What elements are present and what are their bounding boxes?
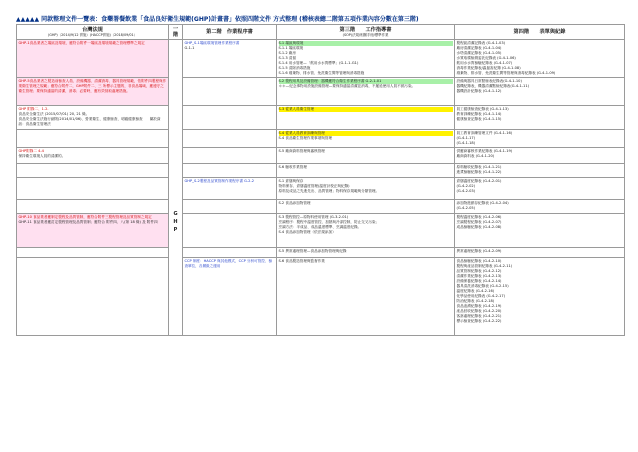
document-table bbox=[16, 24, 625, 336]
sop-cell bbox=[277, 200, 455, 214]
form-line: 廠房清潔記錄表 (G-4-1-04) bbox=[456, 46, 502, 50]
sop-line: S.1.2 廠房 bbox=[278, 51, 296, 55]
form-line: 製程與產品管制紀錄表 (G-4-2-11) bbox=[456, 264, 513, 268]
sop-line: S.2 食品添加物管理 bbox=[278, 201, 311, 205]
ghp-letter: H bbox=[173, 219, 178, 225]
sop-cell bbox=[277, 40, 455, 78]
form-line: 原料驗收紀錄表 (G-4-1-21) bbox=[456, 165, 502, 169]
law-cell bbox=[17, 78, 169, 106]
sop-cell bbox=[277, 248, 455, 258]
form-line: 飲用水水質檢驗紀錄表 (G-4-1-07) bbox=[456, 61, 513, 65]
form-line: 健康檢查記錄表 (G-4-1-15) bbox=[456, 117, 502, 121]
procedure-line: GHP_S-2製程及品質管制作業程序書 G-2-2 bbox=[184, 179, 255, 183]
table-row bbox=[17, 248, 625, 258]
table-row bbox=[17, 40, 625, 78]
sop-cell bbox=[277, 78, 455, 106]
form-line: 品質管制紀錄表 (G-4-2-12) bbox=[456, 269, 502, 273]
sop-line: S.4 食品衛生管理作業事項與管理 bbox=[278, 136, 333, 140]
sop-cell bbox=[277, 214, 455, 248]
form-line: 清潔作業紀錄表 (G-4-2-13) bbox=[456, 274, 502, 278]
forms-cell bbox=[455, 248, 625, 258]
sop-line: S.6 食品製造管理與監督作業 bbox=[278, 259, 325, 263]
law-cell bbox=[17, 148, 169, 164]
law-line: 食品安全衛生法 (2015/07/01) 20, 21 條。 bbox=[18, 112, 90, 116]
form-line: 廢棄物、排水管、免洗衛生間等管理與消毒紀錄表 (G-4-1-09) bbox=[456, 71, 556, 75]
law-cell bbox=[17, 258, 169, 336]
header-law: 台灣法規 (GHP)（2014/9/12 實施）(HACCP實施)（2018/09/01） bbox=[17, 25, 169, 40]
forms-cell bbox=[455, 106, 625, 130]
form-line: 成品檢驗紀錄表 (G-4-2-08) bbox=[456, 225, 502, 229]
sop-line: S.1.6 廢棄物、排水管、免洗衛生間等管理與消毒措施 bbox=[278, 71, 365, 75]
procedure-cell bbox=[183, 248, 277, 258]
law-cell bbox=[17, 178, 169, 200]
sop-line: S.1.4 用水管理—「飲用水水質標準」(G-1-1-G1) bbox=[278, 61, 359, 65]
header-sop: 第三階 工作指導書 (SOP)法規/相關手冊/標準作業 bbox=[277, 25, 455, 40]
law-line: 保持衛生環境人員的清潔的。 bbox=[18, 154, 66, 158]
forms-cell bbox=[455, 200, 625, 214]
procedure-cell bbox=[183, 214, 277, 248]
document-title: ▲▲▲▲▲ 同款整理文件一覽表：食藥署餐飲業「食品良好衛生規範(GHP)計畫書」依照四階文件 方式整理 (稽核表總二階第五項作業內容分數在第三階) bbox=[16, 16, 419, 23]
form-line: 食品檢驗紀錄表 (G-4-2-10) bbox=[456, 259, 502, 263]
form-line: (G-4-2-02) bbox=[456, 184, 476, 188]
form-line: 食品追溯紀錄表 (G-4-2-19) bbox=[456, 304, 502, 308]
sop-line: S.3 從業人員衛生管理 bbox=[279, 107, 453, 112]
table-row bbox=[17, 178, 625, 200]
sop-cell bbox=[277, 106, 455, 130]
law-cell bbox=[17, 40, 169, 78]
law-cell bbox=[17, 106, 169, 130]
table-row bbox=[17, 258, 625, 336]
form-line: 標示檢查紀錄表 (G-4-2-22) bbox=[456, 319, 502, 323]
table-row bbox=[17, 130, 625, 148]
sop-line: S.3 製程管控—原物料使用管理 (G-3-2-01) bbox=[278, 215, 349, 219]
procedure-cell bbox=[183, 164, 277, 178]
sop-cell bbox=[277, 178, 455, 200]
table-row bbox=[17, 148, 625, 164]
form-line: (G-4-2-05) bbox=[456, 206, 476, 210]
sop-line: S.1.5 清除消毒措施 bbox=[278, 66, 311, 70]
forms-cell bbox=[455, 258, 625, 336]
procedure-cell bbox=[183, 130, 277, 148]
procedure-cell bbox=[183, 200, 277, 214]
table-header-row bbox=[17, 25, 625, 40]
table-row bbox=[17, 200, 625, 214]
form-line: 設備保養紀錄表 (G-4-2-14) bbox=[456, 279, 502, 283]
form-line: (G-4-1-18) bbox=[456, 141, 476, 145]
form-line: 員工教育訓練管理文件 (G-4-1-16) bbox=[456, 131, 513, 135]
procedure-line: CCP 制度：HACCP 與其他模式，CCP 分析可管控、檢查單位，各層級之運用 bbox=[184, 259, 273, 268]
procedure-cell bbox=[183, 78, 277, 106]
law-cell bbox=[17, 164, 169, 178]
form-line: 器具清洗消毒紀錄表 (G-4-2-15) bbox=[456, 284, 509, 288]
table-row bbox=[17, 78, 625, 106]
form-line: 防治紀錄表 (G-4-2-18) bbox=[456, 299, 495, 303]
forms-cell bbox=[455, 214, 625, 248]
sop-cell bbox=[277, 148, 455, 164]
sop-cell bbox=[277, 164, 455, 178]
form-line: 客訴處理紀錄表 (G-4-2-21) bbox=[456, 314, 502, 318]
procedure-line: G-1-1 bbox=[184, 46, 195, 50]
form-line: 員工健康檢查紀錄表 (G-4-1-13) bbox=[456, 107, 509, 111]
sop-line: 物料保存、倉儲溫度管理(溫度計校正與紀錄) bbox=[278, 184, 350, 188]
form-line: (G-4-2-03) bbox=[456, 189, 476, 193]
law-cell bbox=[17, 248, 169, 258]
procedure-cell bbox=[183, 148, 277, 164]
form-line: 器機紀錄表，機器清潔點檢紀錄表(G-4-1-11) bbox=[456, 84, 530, 88]
law-cell bbox=[17, 130, 169, 148]
form-line: 器機設計紀錄表 (G-4-1-12) bbox=[456, 89, 502, 93]
form-line: 進貨檢驗紀錄表 (G-4-1-22) bbox=[456, 170, 502, 174]
table-row bbox=[17, 214, 625, 248]
header-tier1: 一階 bbox=[169, 25, 183, 40]
forms-cell bbox=[455, 148, 625, 164]
law-line: GHP-10 食品業者應制定製程及品質管制，應符合附件三製程管理及品質管制之規定 bbox=[18, 215, 152, 219]
law-line: GHP-5食品業者之製造前檢查人員、設備機器、清潔消毒、器具管理規範，依附件四製程與作業衛生管理之規範；應符合附件二，GHP附件二、三 所標示主題的，非食品場域，應遵守之衛生管理；要保持適當的清潔，消毒；必要時，應有效採取處理措施。 bbox=[18, 79, 167, 93]
sop-line: S.2 製程用具及設備管理：器機應符合衛生作業程序書 G-2-1-01 bbox=[279, 79, 453, 84]
sop-line: S.5 廠商資料管理與審核管理 bbox=[278, 149, 325, 153]
form-line: 異常處理紀錄表 (G-4-2-09) bbox=[456, 249, 502, 253]
form-line: 消毒作業紀錄表/蟲鼠害紀錄 (G-4-1-08) bbox=[456, 66, 521, 70]
sop-cell bbox=[277, 130, 455, 148]
form-line: (G-4-1-17) bbox=[456, 136, 476, 140]
forms-cell bbox=[455, 78, 625, 106]
law-line: GHP-1食品業者之場區及環境，應符合附件一場區及環境規範之管理標準之規定 bbox=[18, 41, 145, 45]
table-row bbox=[17, 164, 625, 178]
sop-line: S.4 從業人員教育訓練與管理 bbox=[279, 131, 453, 136]
table-row bbox=[17, 106, 625, 130]
forms-cell bbox=[455, 178, 625, 200]
form-line: 供應商審核作業紀錄表 (G-4-1-19) bbox=[456, 149, 513, 153]
form-line: 水質取樣檢測委託紀錄表 (G-4-1-06) bbox=[456, 56, 516, 60]
form-line: 製程區清潔記錄表 (G-4-1-03) bbox=[456, 41, 506, 45]
sop-line: S.6 驗收作業管理 bbox=[278, 165, 307, 169]
sop-line: 烹調方法：半成品、成品溫度標準、烹調溫度紀錄。 bbox=[278, 225, 362, 229]
forms-cell bbox=[455, 130, 625, 148]
procedure-cell bbox=[183, 258, 277, 336]
sop-line: S.4 食品添加物管理（依法規添加） bbox=[278, 230, 336, 234]
procedure-cell bbox=[183, 178, 277, 200]
form-line: 產品回收紀錄表 (G-4-2-20) bbox=[456, 309, 502, 313]
sop-line: S.1 倉儲與保存 bbox=[278, 179, 304, 183]
forms-cell bbox=[455, 40, 625, 78]
sop-line: 烹調程序：製程中溫度管控、加熱與冷卻控制，防止交叉污染； bbox=[278, 220, 380, 224]
sop-line: S.1 場區與環境 bbox=[279, 41, 453, 46]
law-cell bbox=[17, 214, 169, 248]
form-line: 倉儲溫度紀錄表 (G-4-2-01) bbox=[456, 179, 502, 183]
procedure-line: GHP_S-1場區環境管理作業程序書 bbox=[184, 41, 240, 45]
form-line: 添加物進銷存紀錄表 (G-4-2-04) bbox=[456, 201, 509, 205]
ghp-letter: G bbox=[173, 211, 178, 217]
form-line: 教育訓練紀錄表 (G-4-1-14) bbox=[456, 112, 502, 116]
forms-cell bbox=[455, 164, 625, 178]
procedure-cell bbox=[183, 106, 277, 130]
form-line: 烹調製程紀錄表 (G-4-2-07) bbox=[456, 220, 502, 224]
sop-line: ＊＊—紀念事物用設施設備管理—要保持適當清潔並消毒，不遲延使用人員不被污染。 bbox=[278, 84, 416, 88]
ghp-letter: P bbox=[173, 227, 178, 233]
law-line: GHP附錄二 4-4 bbox=[18, 149, 44, 153]
form-line: 化學品使用紀錄表 (G-4-2-17) bbox=[456, 294, 506, 298]
form-line: 設備與器具日常點檢表紀錄表(G-4-1-10) bbox=[456, 79, 522, 83]
header-procedure: 第二階 作業程序書 bbox=[183, 25, 277, 40]
form-line: 水塔清潔記錄表 (G-4-1-05) bbox=[456, 51, 502, 55]
law-line: 食品安全衛生法施行細則(2014/01/06)、營業衛生、健康檢查、明確健康檢查 屬於資訊：食品衛生管理法 bbox=[18, 117, 161, 126]
form-line: 溫度紀錄表 (G-4-2-16) bbox=[456, 289, 495, 293]
sop-line: S.1.1 場區環境 bbox=[278, 46, 304, 50]
law-cell bbox=[17, 200, 169, 214]
law-line: GHP 附錄二、1.2. bbox=[18, 107, 49, 111]
sop-cell bbox=[277, 258, 455, 336]
sop-line: S.1.3 清掃 bbox=[278, 56, 296, 60]
sop-line: 原料及成品之先進先出、品質管理；物料保存規範與分類管理。 bbox=[278, 189, 380, 193]
form-line: 製程溫度紀錄表 (G-4-2-06) bbox=[456, 215, 502, 219]
header-forms: 第四階 表單與紀錄 bbox=[455, 25, 625, 40]
form-line: 廠商資料表 (G-4-1-20) bbox=[456, 154, 495, 158]
law-line: GHP-11 食品業者應訂定製程管理及品質管制；應符合 附件四、八(第 18 條) 及 附件四 bbox=[18, 220, 158, 224]
sop-line: S.5 異常處理管理—食品添加物管理與紀錄 bbox=[278, 249, 347, 253]
procedure-cell bbox=[183, 40, 277, 78]
tier1-ghp-cell bbox=[169, 40, 183, 336]
